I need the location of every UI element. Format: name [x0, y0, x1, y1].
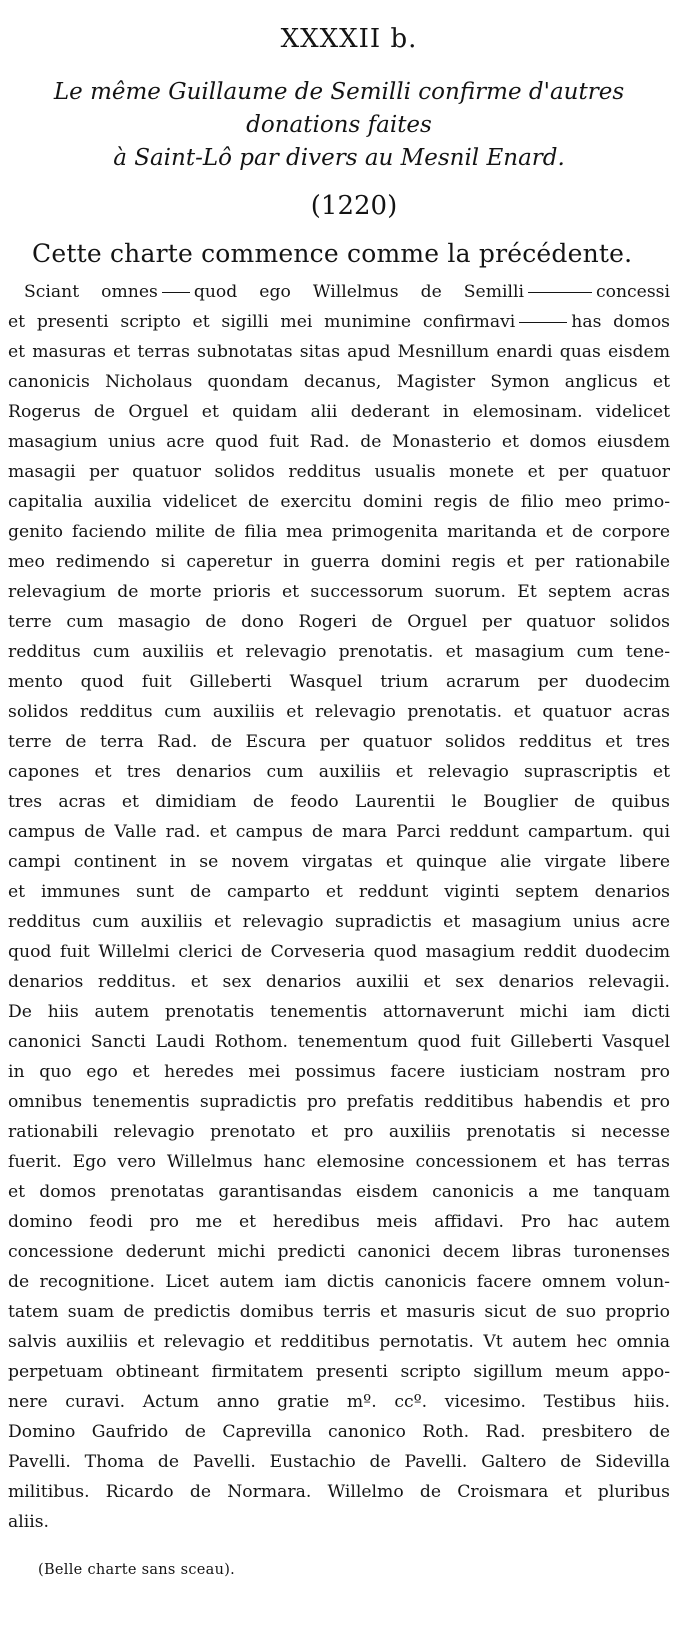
text-line: et masuras et terras subnotatas sitas apud Mesnillum enardi quas eisdem	[8, 342, 670, 362]
text-line: masagium unius acre quod fuit Rad. de Monasterio et domos eiusdem	[8, 432, 670, 452]
text-line: aliis.	[8, 1512, 50, 1532]
text-line-1: Sciant omnes quod ego Willelmus de Semilli concessi	[24, 282, 670, 302]
text-line: salvis auxiliis et relevagio et redditibus pernotatis. Vt autem hec omnia	[8, 1332, 670, 1352]
text-line: de recognitione. Licet autem iam dictis canonicis facere omnem volun-	[8, 1272, 670, 1292]
text-line: terre de terra Rad. de Escura per quatuor solidos redditus et tres	[8, 732, 670, 752]
text-line: denarios redditus. et sex denarios auxilii et sex denarios relevagii.	[8, 972, 670, 992]
text-line: meo redimendo si caperetur in guerra domini regis et per rationabile	[8, 552, 670, 572]
text-line: concessione dederunt michi predicti canonici decem libras turonenses	[8, 1242, 670, 1262]
text-line: masagii per quatuor solidos redditus usualis monete et per quatuor	[8, 462, 670, 482]
omission-blank	[528, 292, 592, 293]
text-line: canonicis Nicholaus quondam decanus, Magister Symon anglicus et	[8, 372, 670, 392]
text-line: terre cum masagio de dono Rogeri de Orguel per quatuor solidos	[8, 612, 670, 632]
text-line: campus de Valle rad. et campus de mara Parci reddunt campartum. qui	[8, 822, 670, 842]
text-line: rationabili relevagio prenotato et pro auxiliis prenotatis si necesse	[8, 1122, 670, 1142]
charter-text	[8, 277, 670, 1537]
text-line: capones et tres denarios cum auxiliis et relevagio suprascriptis et	[8, 762, 670, 782]
text-line: in quo ego et heredes mei possimus facere iusticiam nostram pro	[8, 1062, 670, 1082]
omission-blank	[162, 292, 190, 293]
text-line: De hiis autem prenotatis tenementis attornaverunt michi iam dicti	[8, 1002, 670, 1022]
text-line: redditus cum auxiliis et relevagio supradictis et masagium unius acre	[8, 912, 670, 932]
text-line: et immunes sunt de camparto et reddunt viginti septem denarios	[8, 882, 670, 902]
text-line: relevagium de morte prioris et successorum suorum. Et septem acras	[8, 582, 670, 602]
charter-number: XXXXII b.	[280, 24, 418, 54]
charter-summary	[8, 76, 670, 175]
text-line-2: et presenti scripto et sigilli mei munimine confirmavi has domos	[8, 312, 670, 332]
charter-date: (1220)	[310, 191, 398, 221]
text-line: quod fuit Willelmi clerici de Corveseria quod masagium reddit duodecim	[8, 942, 670, 962]
summary-line-1: Le même Guillaume de Semilli confirme d'autres donations faites	[53, 79, 625, 138]
text-line: genito faciendo milite de filia mea primogenita maritanda et de corpore	[8, 522, 670, 542]
text-line: Rogerus de Orguel et quidam alii dederant in elemosinam. videlicet	[8, 402, 670, 422]
text-line: campi continent in se novem virgatas et quinque alie virgate libere	[8, 852, 670, 872]
text-line: Pavelli. Thoma de Pavelli. Eustachio de Pavelli. Galtero de Sidevilla	[8, 1452, 670, 1472]
text-line: capitalia auxilia videlicet de exercitu domini regis de filio meo primo-	[8, 492, 670, 512]
intro-sentence: Cette charte commence comme la précédente.	[32, 239, 633, 268]
text-line: tatem suam de predictis domibus terris et masuris sicut de suo proprio	[8, 1302, 670, 1322]
text-line: nere curavi. Actum anno gratie mº. ccº. vicesimo. Testibus hiis.	[8, 1392, 670, 1412]
text-line: redditus cum auxiliis et relevagio prenotatis. et masagium cum tene-	[8, 642, 670, 662]
text-line: militibus. Ricardo de Normara. Willelmo de Croismara et pluribus	[8, 1482, 670, 1502]
text-line: omnibus tenementis supradictis pro prefatis redditibus habendis et pro	[8, 1092, 670, 1112]
text-line: fuerit. Ego vero Willelmus hanc elemosine concessionem et has terras	[8, 1152, 670, 1172]
text-line: Domino Gaufrido de Caprevilla canonico Roth. Rad. presbitero de	[8, 1422, 670, 1442]
text-line: perpetuam obtineant firmitatem presenti scripto sigillum meum appo-	[8, 1362, 670, 1382]
text-line: solidos redditus cum auxiliis et relevagio prenotatis. et quatuor acras	[8, 702, 670, 722]
text-line: et domos prenotatas garantisandas eisdem canonicis a me tanquam	[8, 1182, 670, 1202]
summary-line-2: à Saint-Lô par divers au Mesnil Enard.	[113, 145, 565, 171]
text-line: mento quod fuit Gilleberti Wasquel trium acrarum per duodecim	[8, 672, 670, 692]
footnote: (Belle charte sans sceau).	[38, 1562, 236, 1578]
text-line: tres acras et dimidiam de feodo Laurentii le Bouglier de quibus	[8, 792, 670, 812]
text-line: canonici Sancti Laudi Rothom. tenementum quod fuit Gilleberti Vasquel	[8, 1032, 670, 1052]
omission-blank	[519, 322, 567, 323]
text-line: domino feodi pro me et heredibus meis affidavi. Pro hac autem	[8, 1212, 670, 1232]
